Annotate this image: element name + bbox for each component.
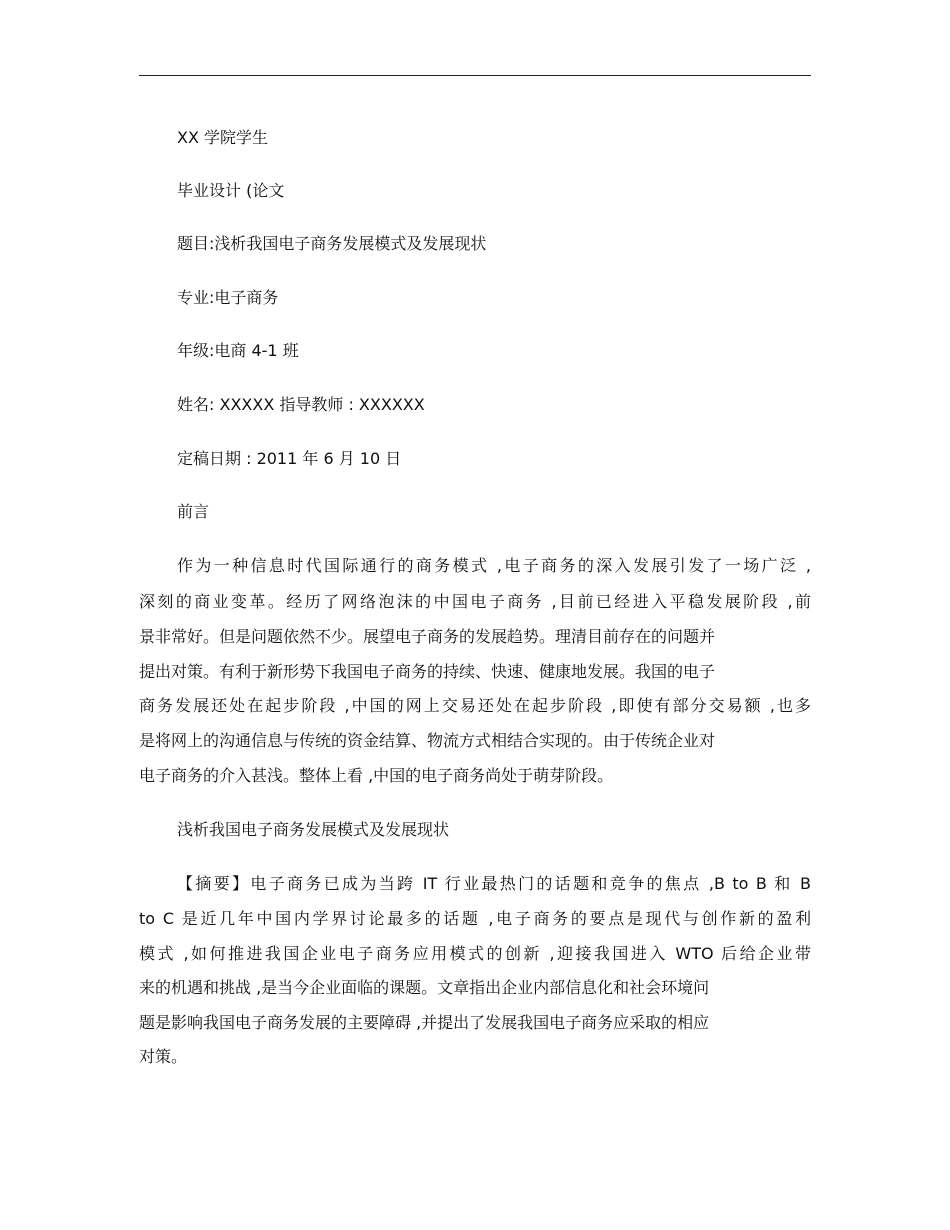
abstract-line: 来的机遇和挑战 ,是当今企业面临的课题。文章指出企业内部信息化和社会环境问: [139, 978, 710, 997]
preface-line: 提出对策。有利于新形势下我国电子商务的持续、快速、健康地发展。我国的电子: [139, 662, 716, 681]
abstract-line: 题是影响我国电子商务发展的主要障碍 ,并提出了发展我国电子商务应采取的相应: [139, 1013, 710, 1032]
preface-heading: 前言: [177, 502, 210, 521]
abstract-line: 模式 ,如何推进我国企业电子商务应用模式的创新 ,迎接我国进入 WTO 后给企业带: [139, 944, 811, 963]
doc-type-line: 毕业设计 (论文: [177, 181, 285, 200]
preface-line: 景非常好。但是问题依然不少。展望电子商务的发展趋势。理清目前存在的问题并: [139, 627, 716, 646]
preface-line: 电子商务的介入甚浅。整体上看 ,中国的电子商务尚处于萌芽阶段。: [139, 766, 614, 785]
date-line: 定稿日期 : 2011 年 6 月 10 日: [177, 449, 402, 468]
institution-line: XX 学院学生: [177, 128, 269, 147]
title-line: 题目:浅析我国电子商务发展模式及发展现状: [177, 234, 487, 253]
abstract-line: to C 是近几年中国内学界讨论最多的话题 ,电子商务的要点是现代与创作新的盈利: [139, 909, 811, 928]
preface-line: 是将网上的沟通信息与传统的资金结算、物流方式相结合实现的。由于传统企业对: [139, 731, 716, 750]
grade-line: 年级:电商 4-1 班: [177, 341, 299, 360]
header-rule: [139, 75, 811, 76]
preface-line: 深刻的商业变革。经历了网络泡沫的中国电子商务 ,目前已经进入平稳发展阶段 ,前: [139, 592, 811, 611]
name-advisor-line: 姓名: XXXXX 指导教师 : XXXXXX: [177, 395, 425, 414]
major-line: 专业:电子商务: [177, 288, 279, 307]
preface-line: 作为一种信息时代国际通行的商务模式 ,电子商务的深入发展引发了一场广泛 ,: [177, 556, 811, 575]
preface-line: 商务发展还处在起步阶段 ,中国的网上交易还处在起步阶段 ,即使有部分交易额 ,也多: [139, 696, 811, 715]
section-title: 浅析我国电子商务发展模式及发展现状: [177, 820, 450, 839]
abstract-line: 对策。: [139, 1047, 188, 1066]
abstract-line: 【摘要】电子商务已成为当跨 IT 行业最热门的话题和竞争的焦点 ,B to B 和 B: [177, 874, 811, 893]
